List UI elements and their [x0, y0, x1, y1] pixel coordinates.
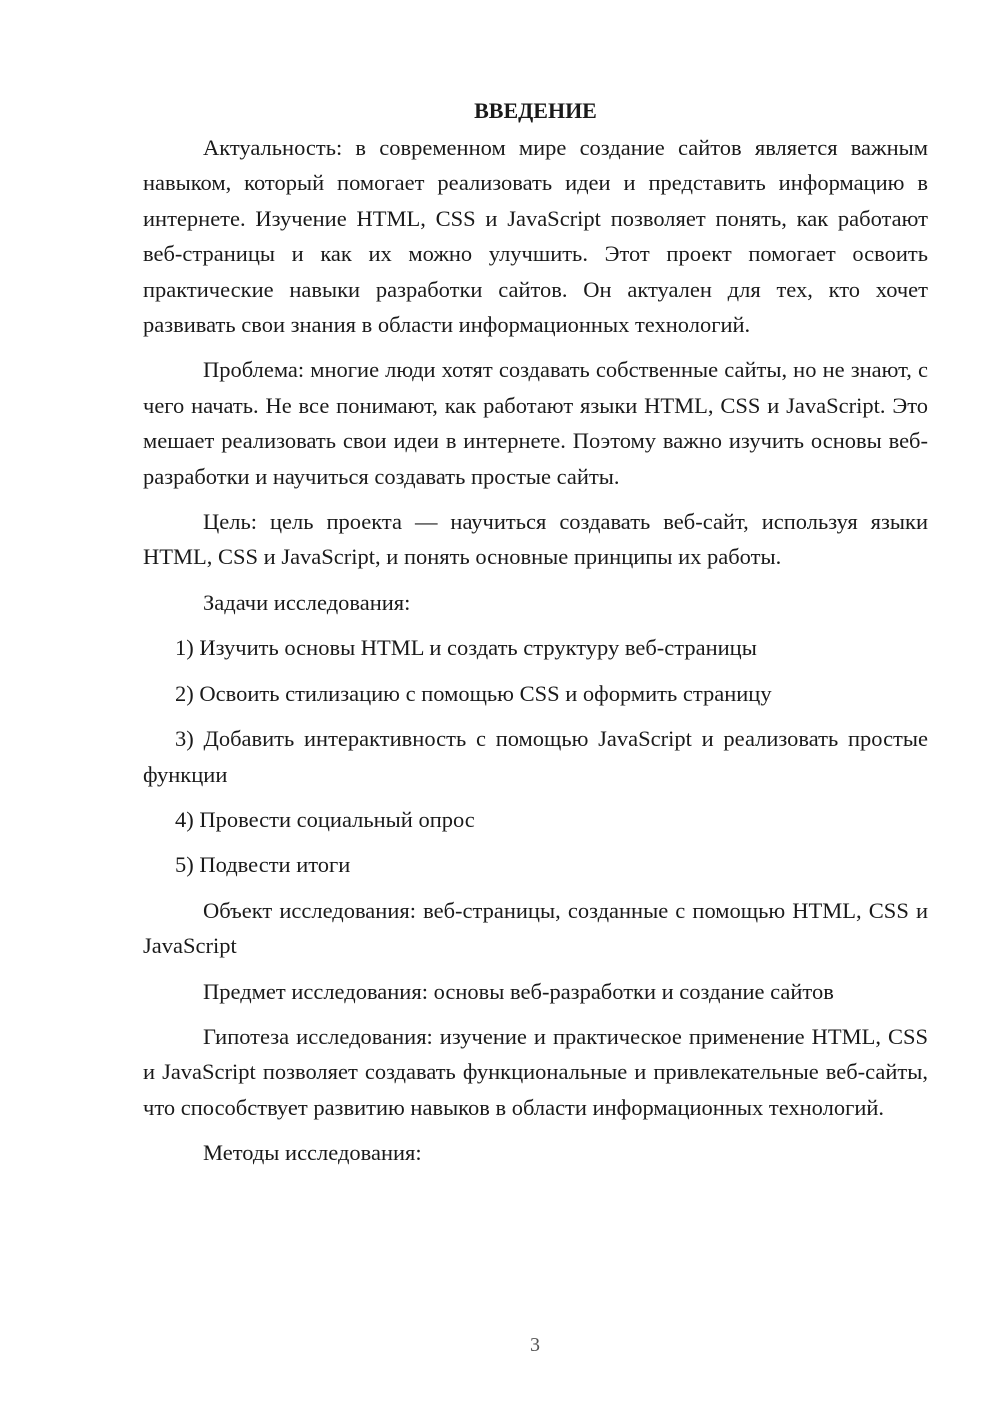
task-item-5: 5) Подвести итоги	[175, 852, 351, 878]
tasks-title: Задачи исследования:	[203, 589, 411, 615]
task-item-2: 2) Освоить стилизацию с помощью CSS и оформить страницу	[175, 680, 772, 706]
object-paragraph: Объект исследования: веб-страницы, созданные с помощью HTML, CSS и JavaScript	[143, 897, 928, 959]
section-heading: ВВЕДЕНИЕ	[474, 98, 597, 123]
subject-paragraph: Предмет исследования: основы веб-разработки и создание сайтов	[203, 978, 834, 1004]
task-item-1: 1) Изучить основы HTML и создать структуру веб-страницы	[175, 635, 757, 661]
relevance-paragraph: Актуальность: в современном мире создание сайтов является важным навыком, который помогает реализовать идеи и представить информацию в интернете. Изучение HTML, CSS и JavaScript позволяет понять, как работают веб-страницы и как их можно улучшить. Этот проект помогает освоить практические навыки разработки сайтов. Он актуален для тех, кто хочет развивать свои знания в области информационных технологий.	[143, 135, 928, 338]
task-item-4: 4) Провести социальный опрос	[175, 806, 475, 832]
task-item-3: 3) Добавить интерактивность с помощью JavaScript и реализовать простые функции	[143, 726, 928, 787]
goal-paragraph: Цель: цель проекта — научиться создавать веб-сайт, используя языки HTML, CSS и JavaScript, и понять основные принципы их работы.	[143, 509, 928, 570]
page-number: 3	[530, 1334, 540, 1356]
hypothesis-paragraph: Гипотеза исследования: изучение и практическое применение HTML, CSS и JavaScript позволяет создавать функциональные и привлекательные веб-сайты, что способствует развитию навыков в области информационных технологий.	[143, 1023, 928, 1120]
document-page	[143, 96, 928, 1181]
methods-title: Методы исследования:	[203, 1140, 422, 1166]
problem-paragraph: Проблема: многие люди хотят создавать собственные сайты, но не знают, с чего начать. Не все понимают, как работают языки HTML, CSS и JavaScript. Это мешает реализовать свои идеи в интернете. Поэтому важно изучить основы веб-разработки и научиться создавать простые сайты.	[143, 357, 928, 489]
